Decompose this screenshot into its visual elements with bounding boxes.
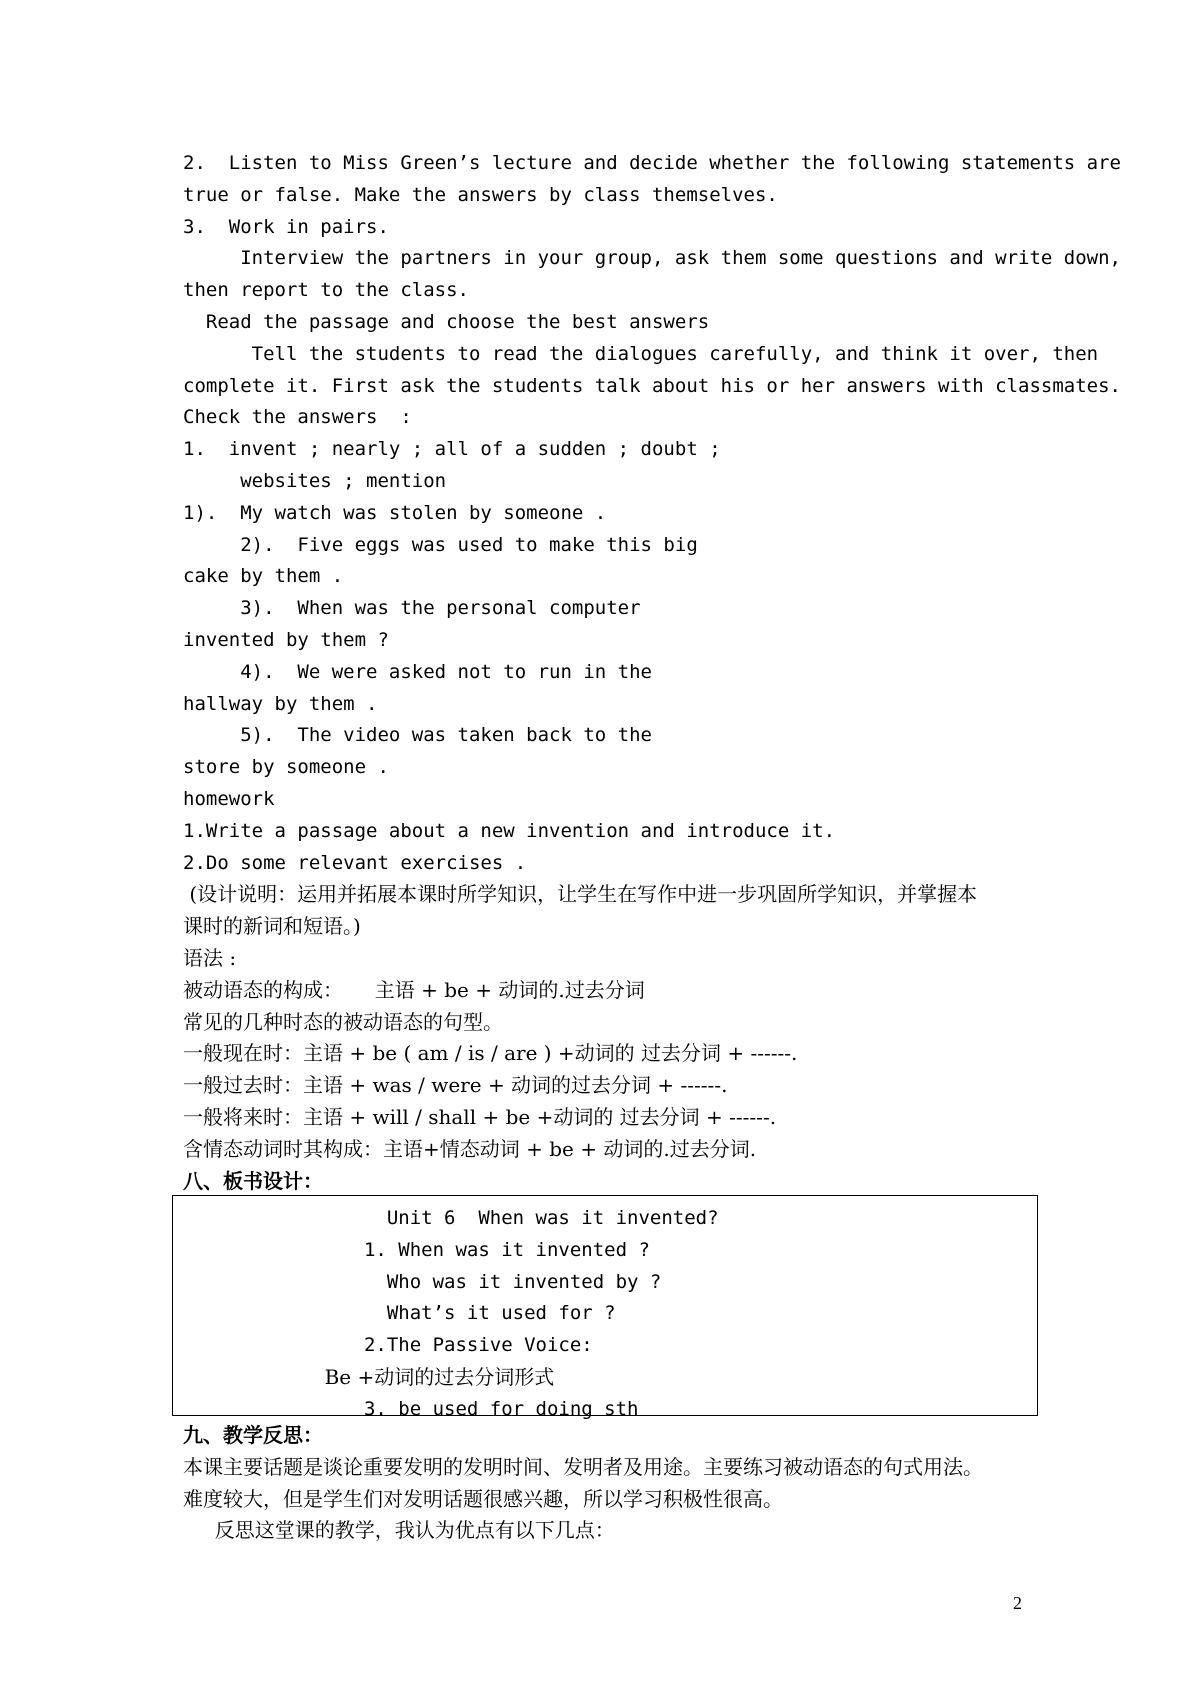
text-line: Tell the students to read the dialogues carefully, and think it over, then (183, 342, 1099, 365)
text-line: 1). My watch was stolen by someone . (183, 501, 607, 524)
text-line: 2.Do some relevant exercises . (183, 851, 527, 874)
text-line: 1. When was it invented ? (261, 1238, 650, 1261)
text-line: 一般将来时：主语 + will / shall + be +动词的 过去分词 + ------. (183, 1105, 777, 1129)
text-line: Check the answers : (183, 406, 412, 429)
text-line: 难度较大，但是学生们对发明话题很感兴趣，所以学习积极性很高。 (183, 1486, 783, 1511)
text-line: Read the passage and choose the best answers (183, 311, 710, 333)
text-line: then report to the class. (183, 279, 469, 302)
text-line: 九、教学反思： (183, 1423, 323, 1447)
text-line: 语法 : (183, 946, 237, 970)
text-line: 常见的几种时态的被动语态的句型。 (183, 1009, 503, 1034)
text-line: homework (183, 788, 275, 810)
text-line: 2. Listen to Miss Green’s lecture and decide whether the following statements are (183, 152, 1121, 174)
text-line: Be +动词的过去分词形式 (261, 1365, 555, 1389)
text-line: Who was it invented by ? (261, 1270, 662, 1293)
text-line: 2). Five eggs was used to make this big (183, 533, 698, 556)
text-line: 八、板书设计： (183, 1168, 323, 1193)
text-line: 一般现在时：主语 + be ( am / is / are ) +动词的 过去分词 + ------. (183, 1041, 798, 1066)
text-line: websites ; mention (183, 470, 447, 492)
text-line: 3. Work in pairs. (183, 215, 389, 238)
text-line: What’s it used for ? (261, 1302, 616, 1325)
text-line: 1.Write a passage about a new invention and introduce it. (183, 819, 836, 842)
text-line: 2.The Passive Voice: (261, 1334, 593, 1357)
text-line: hallway by them . (183, 692, 378, 715)
text-line: 3. be used for doing sth (261, 1397, 639, 1420)
text-line: cake by them . (183, 565, 344, 588)
text-line: 反思这堂课的教学，我认为优点有以下几点： (183, 1518, 615, 1543)
text-line: store by someone . (183, 756, 389, 779)
text-line: Unit 6 When was it invented? (261, 1207, 719, 1229)
text-line: 含情态动词时其构成：主语+情态动词 + be + 动词的.过去分词. (183, 1136, 757, 1161)
text-line: true or false. Make the answers by class themselves. (183, 183, 778, 206)
text-line: 课时的新词和短语。) (183, 914, 361, 939)
text-line: invented by them ? (183, 629, 389, 651)
text-line: 本课主要话题是谈论重要发明的发明时间、发明者及用途。主要练习被动语态的句式用法。 (183, 1454, 983, 1479)
text-line: 4). We were asked not to run in the (183, 660, 652, 683)
text-line: (设计说明：运用并拓展本课时所学知识，让学生在写作中进一步巩固所学知识，并掌握本 (183, 882, 978, 907)
text-line: 1. invent ; nearly ; all of a sudden ; doubt ; (183, 438, 721, 461)
text-line: complete it. First ask the students talk about his or her answers with classmates. (183, 374, 1121, 397)
text-line: 3). When was the personal computer (183, 597, 641, 620)
page-number: 2 (1013, 1593, 1022, 1613)
blackboard-design-box (172, 1195, 1038, 1420)
text-line: 被动语态的构成： 主语 + be + 动词的.过去分词 (183, 977, 645, 1002)
text-line: Interview the partners in your group, ask them some questions and write down, (183, 247, 1121, 270)
text-line: 5). The video was taken back to the (183, 724, 652, 747)
text-line: 一般过去时：主语 + was / were + 动词的过去分词 + ------. (183, 1073, 728, 1098)
